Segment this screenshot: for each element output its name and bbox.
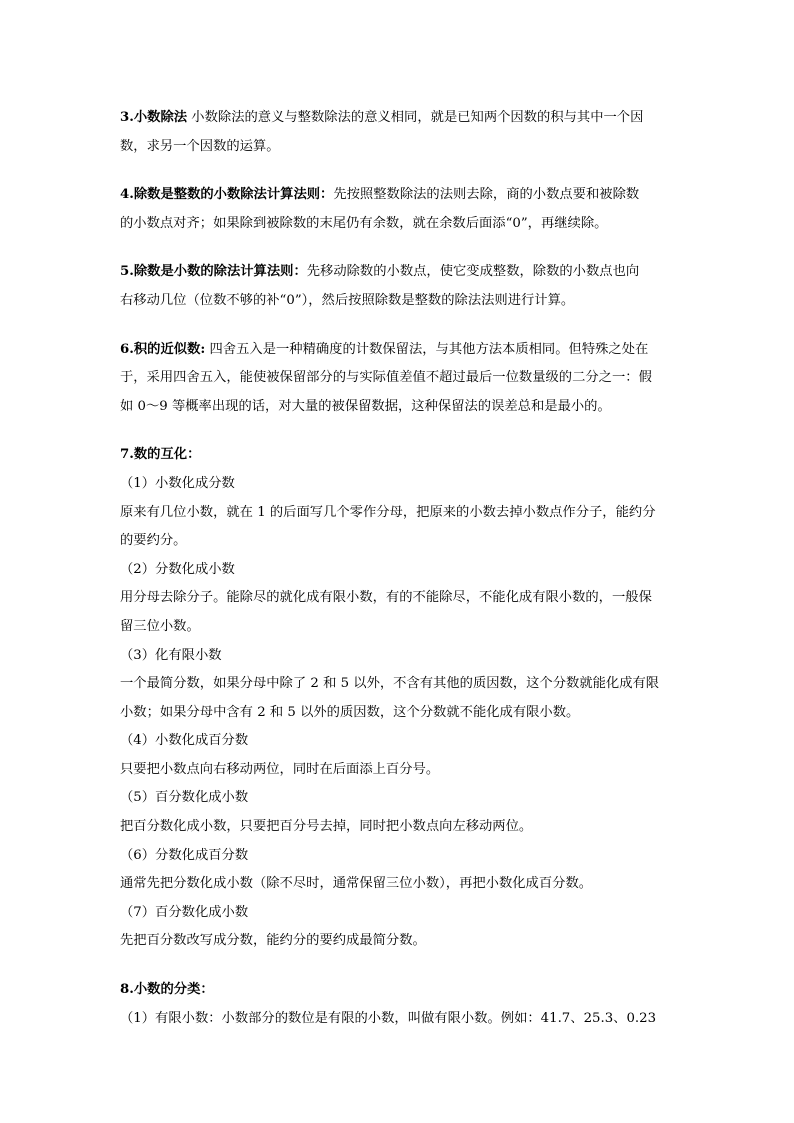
- paragraph-line: （1）有限小数：小数部分的数位是有限的小数，叫做有限小数。例如：41.7、25.3、0.23: [120, 1010, 657, 1026]
- section-3: [120, 104, 680, 161]
- subsection-heading: （3）化有限小数: [120, 647, 222, 663]
- paragraph-line: [120, 336, 680, 365]
- section-heading: 7.数的互化：: [120, 447, 201, 463]
- paragraph-text: 先移动除数的小数点，使它变成整数，除数的小数点也向: [306, 264, 640, 280]
- section-6: [120, 336, 680, 422]
- paragraph-line: [120, 181, 680, 210]
- paragraph-line: 的要约分。: [120, 533, 187, 549]
- subsection-heading: （4）小数化成百分数: [120, 733, 249, 749]
- paragraph-line: [120, 104, 680, 133]
- paragraph-line: 如 0～9 等概率出现的话，对大量的被保留数据，这种保留法的误差总和是最小的。: [120, 398, 611, 414]
- paragraph-line: 于，采用四舍五入，能使被保留部分的与实际值差值不超过最后一位数量级的二分之一：假: [120, 370, 652, 386]
- paragraph-line: 原来有几位小数，就在 1 的后面写几个零作分母，把原来的小数去掉小数点作分子，能约分: [120, 504, 656, 520]
- document-body: [120, 104, 680, 1053]
- paragraph-line: 只要把小数点向右移动两位，同时在后面添上百分号。: [120, 761, 440, 777]
- paragraph-text: 先按照整数除法的法则去除，商的小数点要和被除数: [333, 187, 640, 203]
- paragraph-line: 留三位小数。: [120, 618, 200, 634]
- section-heading: 8.小数的分类：: [120, 982, 214, 998]
- paragraph-line: 小数；如果分母中含有 2 和 5 以外的质因数，这个分数就不能化成有限小数。: [120, 704, 580, 720]
- section-7: [120, 441, 680, 956]
- subsection-heading: （7）百分数化成小数: [120, 904, 249, 920]
- paragraph-line: 右移动几位（位数不够的补“0”），然后按照除数是整数的除法法则进行计算。: [120, 292, 575, 308]
- subsection-heading: （1）小数化成分数: [120, 475, 235, 491]
- section-heading: 3.小数除法: [120, 110, 188, 125]
- paragraph-line: 数，求另一个因数的运算。: [120, 138, 280, 154]
- section-heading: 4.除数是整数的小数除法计算法则：: [120, 187, 334, 203]
- paragraph-line: 把百分数化成小数，只要把百分号去掉，同时把小数点向左移动两位。: [120, 819, 533, 835]
- paragraph-line: 一个最简分数，如果分母中除了 2 和 5 以外，不含有其他的质因数，这个分数就能化成有限: [120, 676, 660, 692]
- section-5: [120, 258, 680, 315]
- section-heading: 5.除数是小数的除法计算法则：: [120, 264, 307, 280]
- paragraph-text: 四舍五入是一种精确度的计数保留法，与其他方法本质相同。但特殊之处在: [205, 341, 649, 357]
- paragraph-line: 通常先把分数化成小数（除不尽时，通常保留三位小数），再把小数化成百分数。: [120, 876, 593, 892]
- paragraph-line: [120, 258, 680, 287]
- subsection-heading: （2）分数化成小数: [120, 561, 235, 577]
- paragraph-line: 先把百分数改写成分数，能约分的要约成最简分数。: [120, 933, 426, 949]
- section-8: [120, 976, 680, 1033]
- paragraph-line: 用分母去除分子。能除尽的就化成有限小数，有的不能除尽，不能化成有限小数的，一般保: [120, 590, 652, 606]
- section-heading: 6.积的近似数:: [120, 341, 206, 357]
- section-4: [120, 181, 680, 238]
- subsection-heading: （5）百分数化成小数: [120, 790, 249, 806]
- paragraph-line: 的小数点对齐；如果除到被除数的末尾仍有余数，就在余数后面添“0”，再继续除。: [120, 215, 608, 231]
- subsection-heading: （6）分数化成百分数: [120, 847, 249, 863]
- paragraph-text: 小数除法的意义与整数除法的意义相同，就是已知两个因数的积与其中一个因: [187, 110, 644, 125]
